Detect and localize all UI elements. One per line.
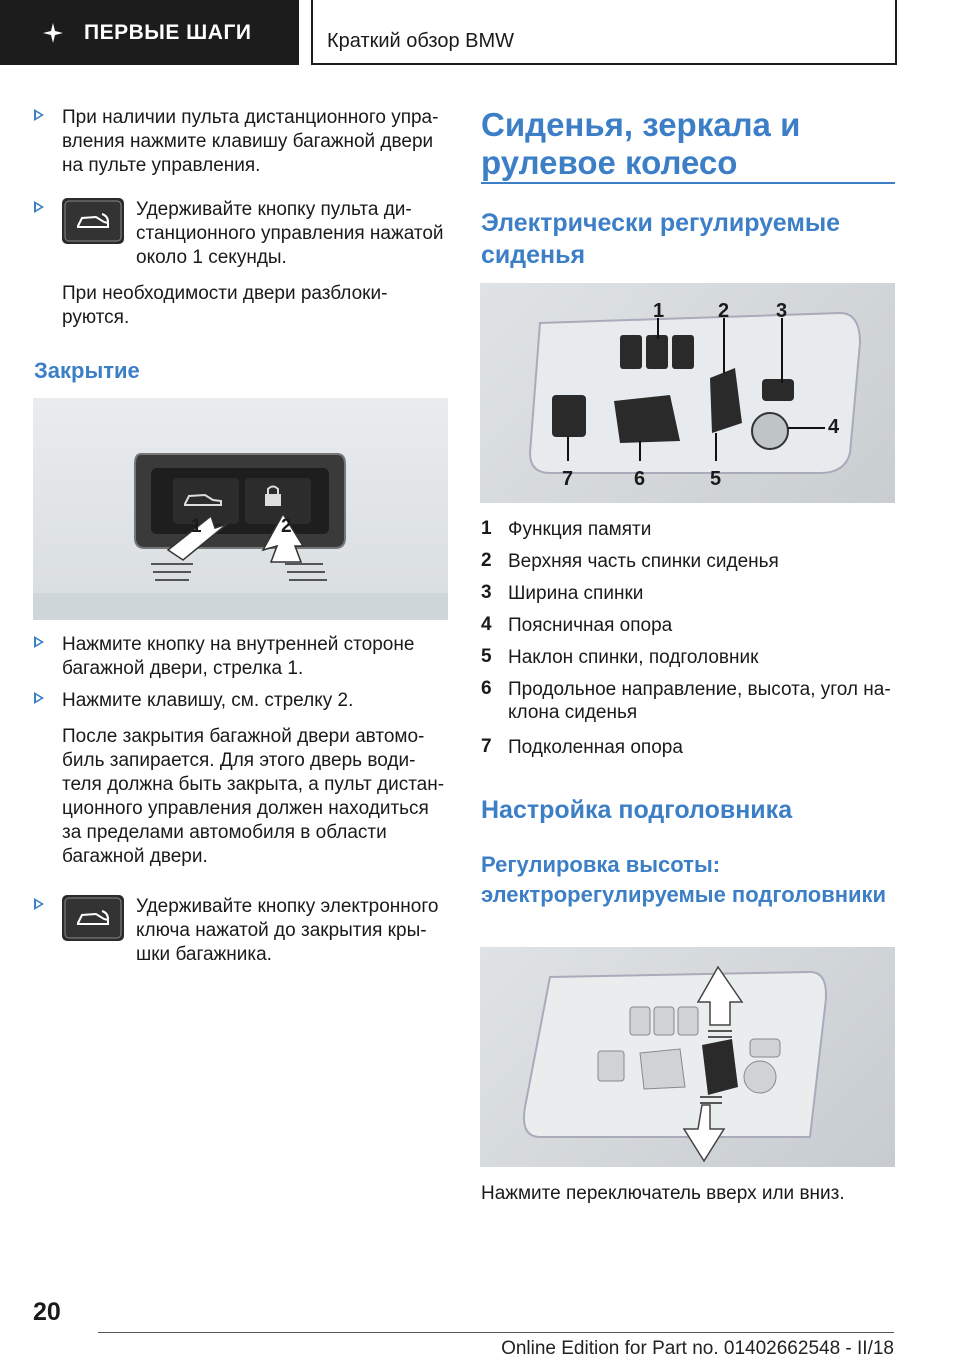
step-5	[34, 895, 448, 967]
tailgate-button-illustration	[33, 398, 448, 620]
footer-rule	[98, 1332, 894, 1333]
section-heading: Электрически регулируемые сиденья	[481, 209, 841, 269]
seat-label-1: 1	[653, 300, 665, 322]
step-1-text: При наличии пульта дистанционного управления нажмите клавишу багажной двери на пульте управления.	[62, 107, 439, 176]
closing-heading: Закрытие	[34, 358, 140, 383]
star-icon	[42, 22, 64, 44]
step-2	[34, 198, 448, 330]
seat-controls-illustration	[480, 283, 895, 503]
step-2-note: При необходимости двери разблокируются.	[62, 283, 388, 328]
seat-label-4: 4	[828, 416, 840, 438]
page-title: Сиденья, зеркала и рулевое колесо	[481, 106, 801, 181]
car-trunk-icon	[62, 895, 124, 941]
step-3	[34, 633, 448, 681]
step-4	[34, 689, 448, 869]
page-number: 20	[33, 1298, 61, 1326]
seat-controls-figure	[480, 283, 895, 503]
headrest-switch-figure	[480, 947, 895, 1167]
bullet-icon	[34, 109, 44, 121]
chapter-box	[311, 0, 897, 65]
section-tab	[0, 0, 299, 65]
key-button-icon	[62, 198, 124, 244]
figure-caption: Нажмите переключатель вверх или вниз.	[481, 1183, 845, 1204]
title-rule	[481, 182, 895, 184]
bullet-icon	[34, 201, 44, 213]
tailgate-button-figure	[33, 398, 448, 620]
step-4-text: Нажмите клавишу, см. стрелку 2.	[62, 690, 354, 711]
step-5-text: Удерживайте кнопку электронного ключа нажатой до закрытия крышки багажника.	[136, 896, 439, 965]
headrest-heading: Настройка подголовника	[481, 796, 793, 824]
height-adjust-heading: Регулировка высоты: электрорегулируемые подголовники	[481, 852, 887, 907]
seat-label-7: 7	[562, 468, 574, 490]
footer-edition: Online Edition for Part no. 01402662548 - II/18	[501, 1338, 894, 1359]
step-2-text: Удерживайте кнопку пульта дистанционного управления нажатой около 1 секунды.	[136, 199, 444, 268]
seat-label-2: 2	[718, 300, 730, 322]
figure-label-2: 2	[281, 516, 292, 537]
seat-label-5: 5	[710, 468, 722, 490]
key-button-icon	[62, 895, 124, 941]
step-4-note: После закрытия багажной двери автомобиль запирается. Для этого дверь водителя должна быть закрыта, а пульт дистанционного управления должен находиться за пределами автомобиля в области багажной двери.	[62, 726, 445, 867]
figure-label-1: 1	[191, 516, 202, 537]
headrest-switch-illustration	[480, 947, 895, 1167]
bullet-icon	[34, 898, 44, 910]
bullet-icon	[34, 692, 44, 704]
step-3-text: Нажмите кнопку на внутренней стороне багажной двери, стрелка 1.	[62, 634, 415, 679]
bullet-icon	[34, 636, 44, 648]
seat-functions-list: 1 Функция памяти 2 Верхняя часть спинки сиденья 3 Ширина спинки 4 Поясничная опора 5 Наклон спинки, подголовник 6 Продольное направление, высота, угол наклона сиденья 7 Подколенная опора	[481, 518, 891, 758]
section-title: ПЕРВЫЕ ШАГИ	[84, 20, 252, 44]
chapter-title: Краткий обзор BMW	[327, 30, 515, 52]
seat-label-6: 6	[634, 468, 646, 490]
step-1	[34, 106, 448, 178]
car-trunk-icon	[62, 198, 124, 244]
seat-label-3: 3	[776, 300, 788, 322]
